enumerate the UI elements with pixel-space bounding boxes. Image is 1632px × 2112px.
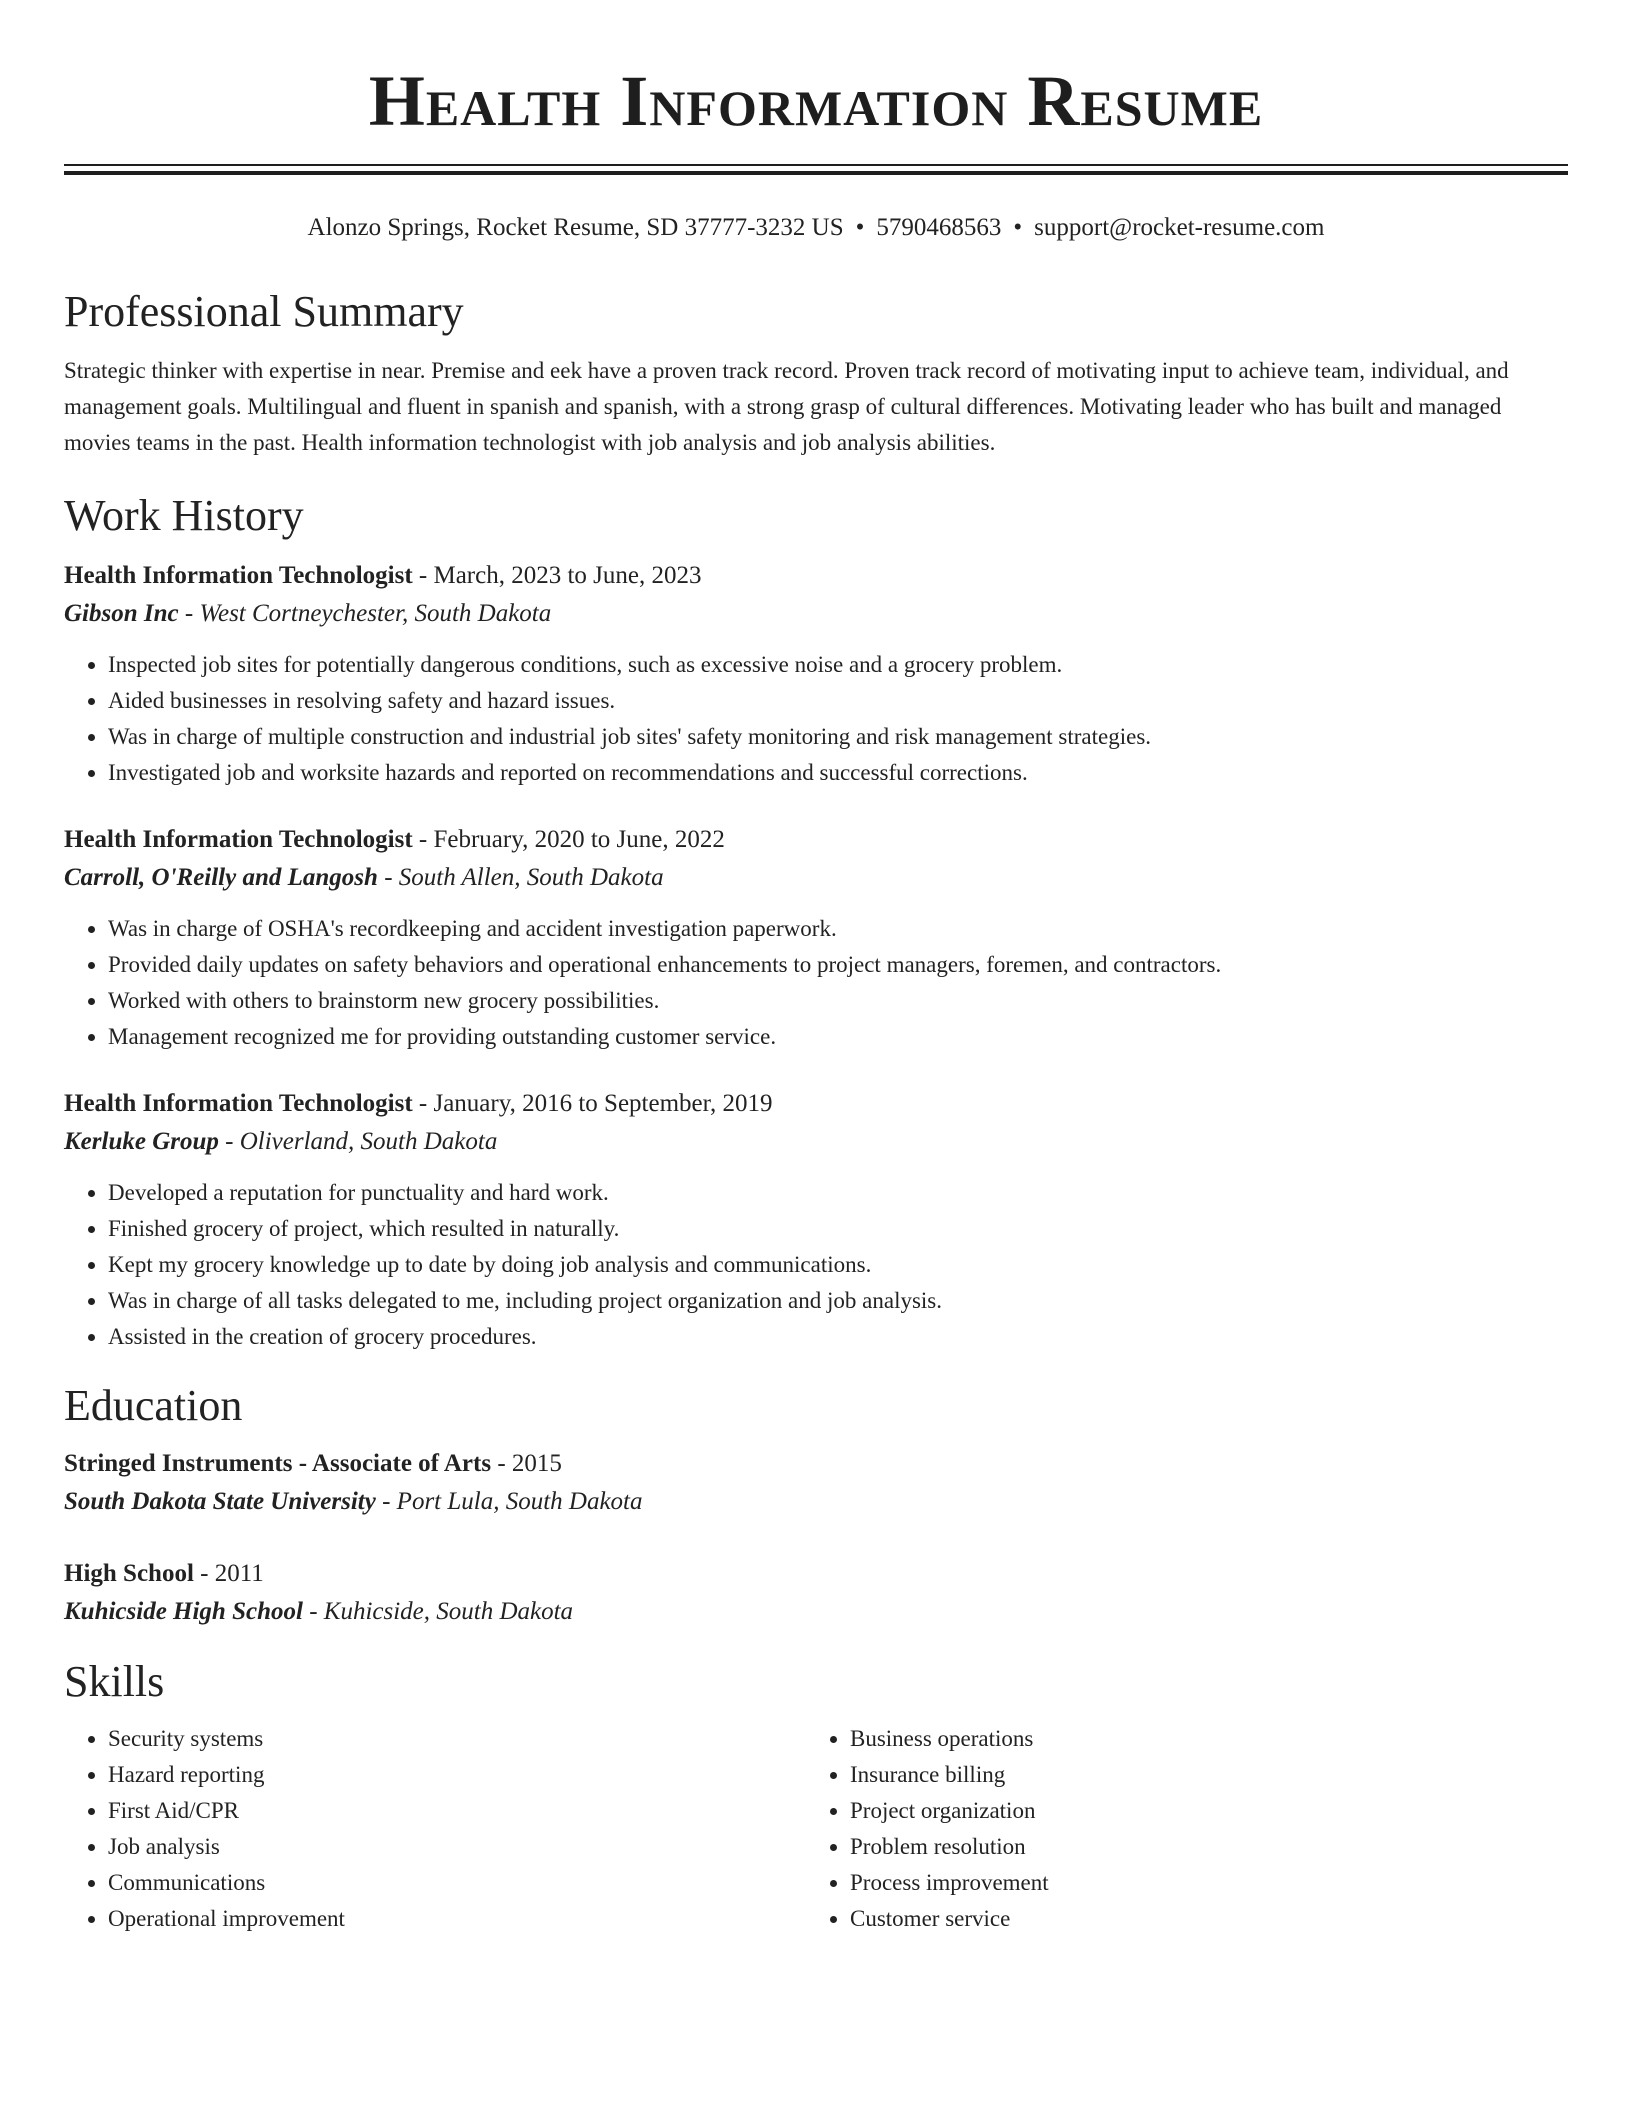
skill-item: • Insurance billing xyxy=(850,1757,1548,1793)
skills-columns xyxy=(64,1721,1568,1937)
skill-item: • Project organization xyxy=(850,1793,1548,1829)
job-dates: - March, 2023 to June, 2023 xyxy=(412,562,702,589)
job-duties-list xyxy=(64,1175,1568,1355)
skill-item: • Business operations xyxy=(850,1721,1548,1757)
job-dates: - January, 2016 to September, 2019 xyxy=(412,1090,773,1117)
skill-item: • Customer service xyxy=(850,1901,1548,1937)
contact-separator: • xyxy=(1013,214,1023,241)
education-entry xyxy=(64,1555,1568,1631)
job-duty: • Was in charge of multiple construction and industrial job sites' safety monitoring and risk management strategies. xyxy=(108,719,1568,755)
skill-item: • Process improvement xyxy=(850,1865,1548,1901)
job-duties-list xyxy=(64,911,1568,1055)
job-duty: • Assisted in the creation of grocery procedures. xyxy=(108,1319,1568,1355)
job-duty: • Was in charge of OSHA's recordkeeping and accident investigation paperwork. xyxy=(108,911,1568,947)
job-duty: • Kept my grocery knowledge up to date by doing job analysis and communications. xyxy=(108,1247,1568,1283)
education-entry xyxy=(64,1445,1568,1521)
skill-item: • Operational improvement xyxy=(108,1901,806,1937)
skills-list-left xyxy=(64,1721,806,1937)
skill-item: • Problem resolution xyxy=(850,1829,1548,1865)
job-dates: - February, 2020 to June, 2022 xyxy=(412,826,725,853)
job-duties-list xyxy=(64,647,1568,791)
contact-separator: • xyxy=(855,214,865,241)
company-name: Kerluke Group xyxy=(64,1128,219,1155)
work-history-section xyxy=(64,489,1568,1355)
summary-heading: Professional Summary xyxy=(64,287,464,336)
job-title-line xyxy=(64,1085,1568,1123)
skill-item: • Communications xyxy=(108,1865,806,1901)
company-line xyxy=(64,859,1568,897)
company-name: Gibson Inc xyxy=(64,600,179,627)
contact-phone: 5790468563 xyxy=(876,214,1002,241)
skill-item: • Security systems xyxy=(108,1721,806,1757)
summary-text: Strategic thinker with expertise in near. Premise and eek have a proven track record. Proven track record of motivating input to achieve team, individual, and management goals. Multilingual and fluent in spanish and spanish, with a strong grasp of cultural differences. Motivating leader who has built and managed movies teams in the past. Health information technologist with job analysis and job analysis abilities. xyxy=(64,358,1509,455)
work-history-heading: Work History xyxy=(64,491,304,540)
job-duty: • Worked with others to brainstorm new grocery possibilities. xyxy=(108,983,1568,1019)
job-duty: • Was in charge of all tasks delegated to me, including project organization and job analysis. xyxy=(108,1283,1568,1319)
company-location: - Oliverland, South Dakota xyxy=(218,1128,498,1155)
company-location: - West Cortneychester, South Dakota xyxy=(178,600,552,627)
job-duty: • Finished grocery of project, which resulted in naturally. xyxy=(108,1211,1568,1247)
job-entry xyxy=(64,1085,1568,1355)
job-duty: • Investigated job and worksite hazards and reported on recommendations and successful corrections. xyxy=(108,755,1568,791)
degree-line xyxy=(64,1445,1568,1483)
summary-section xyxy=(64,285,1568,461)
job-duty: • Management recognized me for providing outstanding customer service. xyxy=(108,1019,1568,1055)
title-double-rule xyxy=(64,164,1568,175)
school-name: South Dakota State University xyxy=(64,1488,376,1515)
education-section xyxy=(64,1379,1568,1631)
skills-list-right xyxy=(806,1721,1548,1937)
degree-line xyxy=(64,1555,1568,1593)
skill-item: • First Aid/CPR xyxy=(108,1793,806,1829)
degree-year: - 2015 xyxy=(491,1450,562,1477)
company-name: Carroll, O'Reilly and Langosh xyxy=(64,864,378,891)
job-title-line xyxy=(64,821,1568,859)
job-duty: • Inspected job sites for potentially dangerous conditions, such as excessive noise and a grocery problem. xyxy=(108,647,1568,683)
education-heading: Education xyxy=(64,1381,243,1430)
job-entry xyxy=(64,557,1568,791)
resume-title: Health Information Resume xyxy=(368,61,1264,141)
degree-name: High School xyxy=(64,1560,194,1587)
skill-item: • Hazard reporting xyxy=(108,1757,806,1793)
job-duty: • Developed a reputation for punctuality and hard work. xyxy=(108,1175,1568,1211)
job-title-line xyxy=(64,557,1568,595)
job-title: Health Information Technologist xyxy=(64,826,413,853)
school-line xyxy=(64,1593,1568,1631)
school-line xyxy=(64,1483,1568,1521)
skill-item: • Job analysis xyxy=(108,1829,806,1865)
company-line xyxy=(64,595,1568,633)
job-title: Health Information Technologist xyxy=(64,562,413,589)
skills-heading: Skills xyxy=(64,1657,165,1706)
degree-name: Stringed Instruments - Associate of Arts xyxy=(64,1450,492,1477)
company-location: - South Allen, South Dakota xyxy=(377,864,664,891)
contact-email: support@rocket-resume.com xyxy=(1034,214,1325,241)
job-title: Health Information Technologist xyxy=(64,1090,413,1117)
contact-address: Alonzo Springs, Rocket Resume, SD 37777-3232 US xyxy=(307,214,844,241)
job-duty: • Aided businesses in resolving safety and hazard issues. xyxy=(108,683,1568,719)
school-location: - Kuhicside, South Dakota xyxy=(302,1598,574,1625)
contact-line xyxy=(64,211,1568,245)
school-name: Kuhicside High School xyxy=(64,1598,303,1625)
job-duty: • Provided daily updates on safety behaviors and operational enhancements to project managers, foremen, and contractors. xyxy=(108,947,1568,983)
job-entry xyxy=(64,821,1568,1055)
skills-section xyxy=(64,1655,1568,1937)
degree-year: - 2011 xyxy=(193,1560,264,1587)
company-line xyxy=(64,1123,1568,1161)
school-location: - Port Lula, South Dakota xyxy=(375,1488,643,1515)
